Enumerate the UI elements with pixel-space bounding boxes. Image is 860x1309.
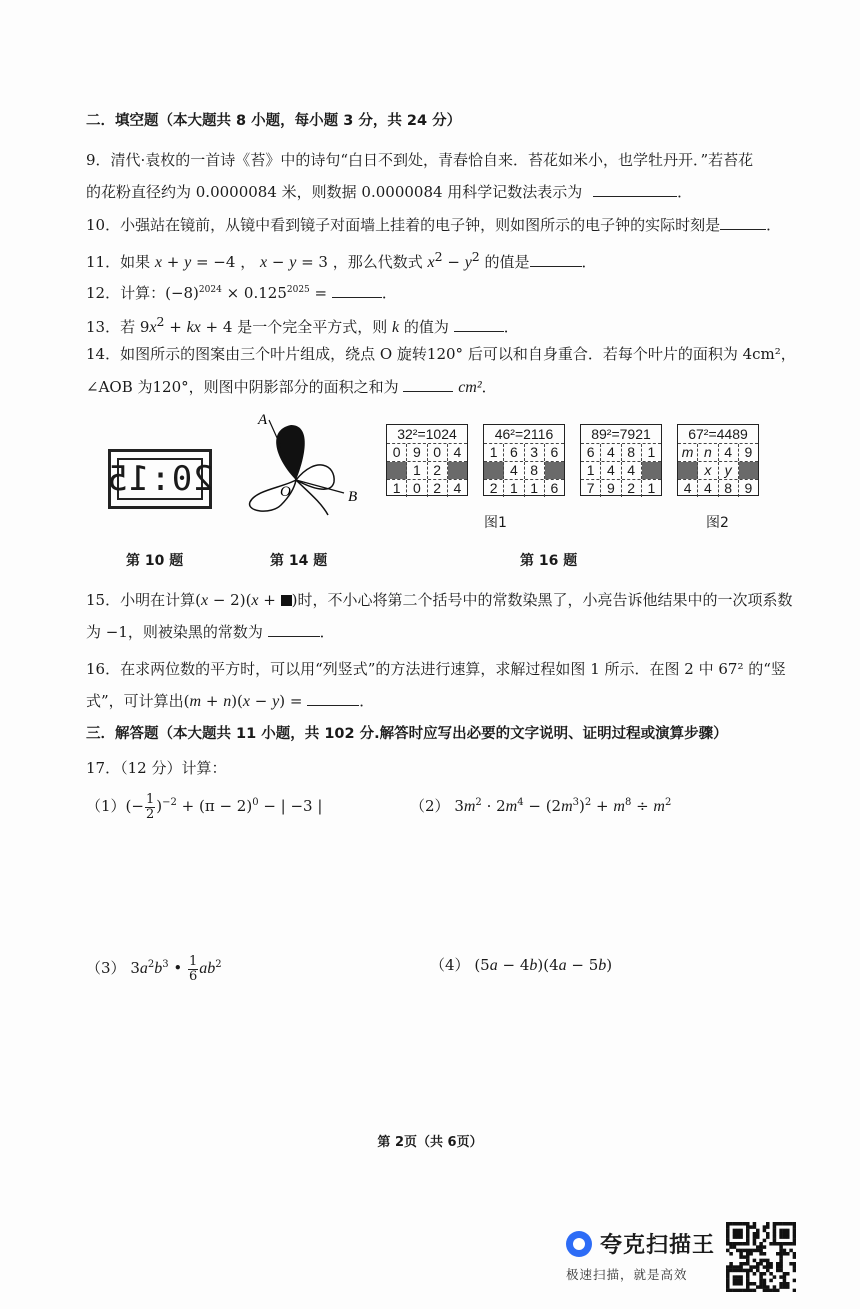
clock-display: 20:15: [106, 459, 214, 499]
grid-cell: 9: [744, 480, 753, 496]
q15-answer-blank: [268, 622, 320, 637]
grid-cell: 9: [407, 444, 427, 461]
grid-cell: 1: [504, 480, 524, 497]
grid-cell: 4: [453, 444, 462, 460]
grid-cell: 0: [407, 480, 427, 497]
q11-answer-blank: [530, 252, 582, 267]
grid-cell: 1: [647, 444, 656, 460]
grid-cell: [739, 462, 758, 479]
caption-q16: 第 16 题: [520, 553, 578, 569]
q12-answer-blank: [332, 283, 382, 298]
grid-cell: m: [678, 444, 698, 461]
qr-code-icon: [726, 1222, 796, 1292]
ink-blot-square: [281, 595, 292, 606]
grid-cell: 1: [484, 444, 504, 461]
grid-cell: 8: [622, 444, 642, 461]
q13-line: 13．若 $9x^2$ + kx + 4 是一个完全平方式，则 k 的值为 ．: [86, 314, 519, 336]
section-2-title: 二．填空题（本大题共 8 小题，每小题 3 分，共 24 分）: [86, 113, 462, 129]
grid-cell: 2: [622, 480, 642, 497]
grid-cell: [642, 462, 661, 479]
grid-cell: 1: [525, 480, 545, 497]
grid-row: [678, 444, 758, 462]
leaf-shaded-top: [276, 425, 305, 480]
q17-part4: （4） (5a − 4b)(4a − 5b): [430, 956, 613, 974]
scanner-brand: [566, 1228, 715, 1283]
leaf-pattern-figure: [236, 410, 366, 520]
page-footer: 第 2页（共 6页）: [377, 1135, 483, 1150]
q10-line: 10．小强站在镜前，从镜中看到镜子对面墙上挂着的电子钟，则如图所示的电子钟的实际时刻是 ．: [86, 216, 782, 234]
grid-cell: 9: [744, 444, 753, 460]
grid-cell: 1: [581, 462, 601, 479]
q16-line2: 式”，可计算出(m + n)(x − y) = ．: [86, 692, 375, 710]
grid-row: [484, 444, 564, 462]
grid-cell: [678, 462, 698, 479]
label-a: A: [258, 412, 268, 428]
q16-answer-blank: [307, 691, 359, 706]
grid-row: [581, 462, 661, 480]
brand-name: 夸克扫描王: [600, 1233, 716, 1258]
grid-cell: 0: [428, 444, 448, 461]
grid-cell: 8: [525, 462, 545, 479]
brand-slogan: 极速扫描，就是高效: [566, 1267, 688, 1282]
caption-q14: 第 14 题: [270, 553, 328, 569]
grid-header: 67²=4489: [678, 425, 758, 444]
section-3-title: 三．解答题（本大题共 11 小题，共 102 分.解答时应写出必要的文字说明、证明过程或演算步骤）: [86, 726, 728, 742]
q14-line1: 14．如图所示的图案由三个叶片组成，绕点 O 旋转120° 后可以和自身重合．若每个叶片的面积为 4cm²，: [86, 345, 796, 363]
brand-logo-icon: [566, 1231, 592, 1257]
grid-cell: x: [698, 462, 718, 479]
q17-part2: （2） $3m^2 \cdot 2m^4 - (2m^3)^2 + m^8 \div m^2$: [410, 797, 672, 815]
grid-cell: 4: [601, 444, 621, 461]
grid-cell: n: [698, 444, 718, 461]
q17-part1: （1）(− $\frac{1}{2}$ )$^{-2} + (\pi - 2)^0$ − | −3 |: [86, 791, 323, 822]
square-grid-3: [580, 424, 662, 496]
q9-line1: 9．清代·袁枚的一首诗《苔》中的诗句“白日不到处，青春恰自来．苔花如米小，也学牡丹开．”若苔花: [86, 151, 754, 169]
q17-part3: （3） $3a^2b^3$ • $\frac{1}{6}$ $ab^2$: [86, 953, 222, 984]
caption-q10: 第 10 题: [126, 553, 184, 569]
q17-title: 17．（12 分）计算：: [86, 759, 227, 777]
grid-cell: 6: [550, 444, 559, 460]
grid-cell: 2: [428, 462, 448, 479]
grid-cell: 4: [453, 480, 462, 496]
grid-cell: 2: [484, 480, 504, 497]
grid-row: [581, 444, 661, 462]
square-grid-2: [483, 424, 565, 496]
grid-cell: 9: [601, 480, 621, 497]
label-b: B: [348, 489, 358, 505]
grid-cell: 4: [504, 462, 524, 479]
grid-row: [581, 480, 661, 497]
grid-cell: 1: [647, 480, 656, 496]
grid-cell: 4: [719, 444, 739, 461]
q16-line1: 16．在求两位数的平方时，可以用“列竖式”的方法进行速算，求解过程如图 1 所示．在图 2 中 67² 的“竖: [86, 660, 786, 678]
grid-header: 32²=1024: [387, 425, 467, 444]
q11-line: 11．如果 x + y = −4 ， x − y = 3 ，那么代数式 $x^2 - y^2$ 的值是 ．: [86, 249, 597, 271]
grid-cell: 1: [387, 480, 407, 497]
grid-header: 89²=7921: [581, 425, 661, 444]
grid-cell: [448, 462, 467, 479]
square-grid-1: [386, 424, 468, 496]
grid-row: [678, 480, 758, 497]
grid-row: [484, 462, 564, 480]
q15-line2: 为 −1，则被染黑的常数为 ．: [86, 623, 335, 641]
grid-cell: [484, 462, 504, 479]
grid-cell: 0: [387, 444, 407, 461]
grid-cell: 2: [428, 480, 448, 497]
q9-answer-blank: [593, 182, 677, 197]
grid-cell: 3: [525, 444, 545, 461]
fig2-label: 图2: [706, 515, 729, 531]
grid-row: [387, 444, 467, 462]
q14-answer-blank: [403, 377, 453, 392]
q15-line1: 15．小明在计算(x − 2)(x + )时，不小心将第二个括号中的常数染黑了，小亮告诉他结果中的一次项系数: [86, 591, 793, 609]
grid-row: [484, 480, 564, 497]
mirror-clock-figure: [108, 449, 212, 509]
grid-cell: 4: [698, 480, 718, 497]
grid-cell: 4: [601, 462, 621, 479]
grid-cell: [387, 462, 407, 479]
fig1-label: 图1: [484, 515, 507, 531]
grid-cell: 6: [581, 444, 601, 461]
grid-row: [678, 462, 758, 480]
q12-line: 12．计算：$(-8)^{2024} \times 0.125^{2025}$ = ．: [86, 284, 397, 302]
grid-cell: 7: [581, 480, 601, 497]
q14-leaf-area: 4cm²: [742, 345, 781, 363]
grid-cell: 4: [622, 462, 642, 479]
grid-cell: 8: [719, 480, 739, 497]
grid-cell: y: [719, 462, 739, 479]
q10-answer-blank: [720, 215, 766, 230]
q9-line2: 的花粉直径约为 0.0000084 米，则数据 0.0000084 用科学记数法表示为 ．: [86, 183, 693, 201]
grid-cell: 4: [678, 480, 698, 497]
grid-header: 46²=2116: [484, 425, 564, 444]
grid-cell: 6: [550, 480, 559, 496]
grid-cell: 6: [504, 444, 524, 461]
grid-cell: [545, 462, 564, 479]
label-o: O: [280, 484, 291, 500]
q13-answer-blank: [454, 317, 504, 332]
q14-line2: ∠AOB 为120°，则图中阴影部分的面积之和为 cm²．: [86, 378, 497, 396]
square-grid-4: [677, 424, 759, 496]
grid-row: [387, 480, 467, 497]
grid-row: [387, 462, 467, 480]
grid-cell: 1: [407, 462, 427, 479]
